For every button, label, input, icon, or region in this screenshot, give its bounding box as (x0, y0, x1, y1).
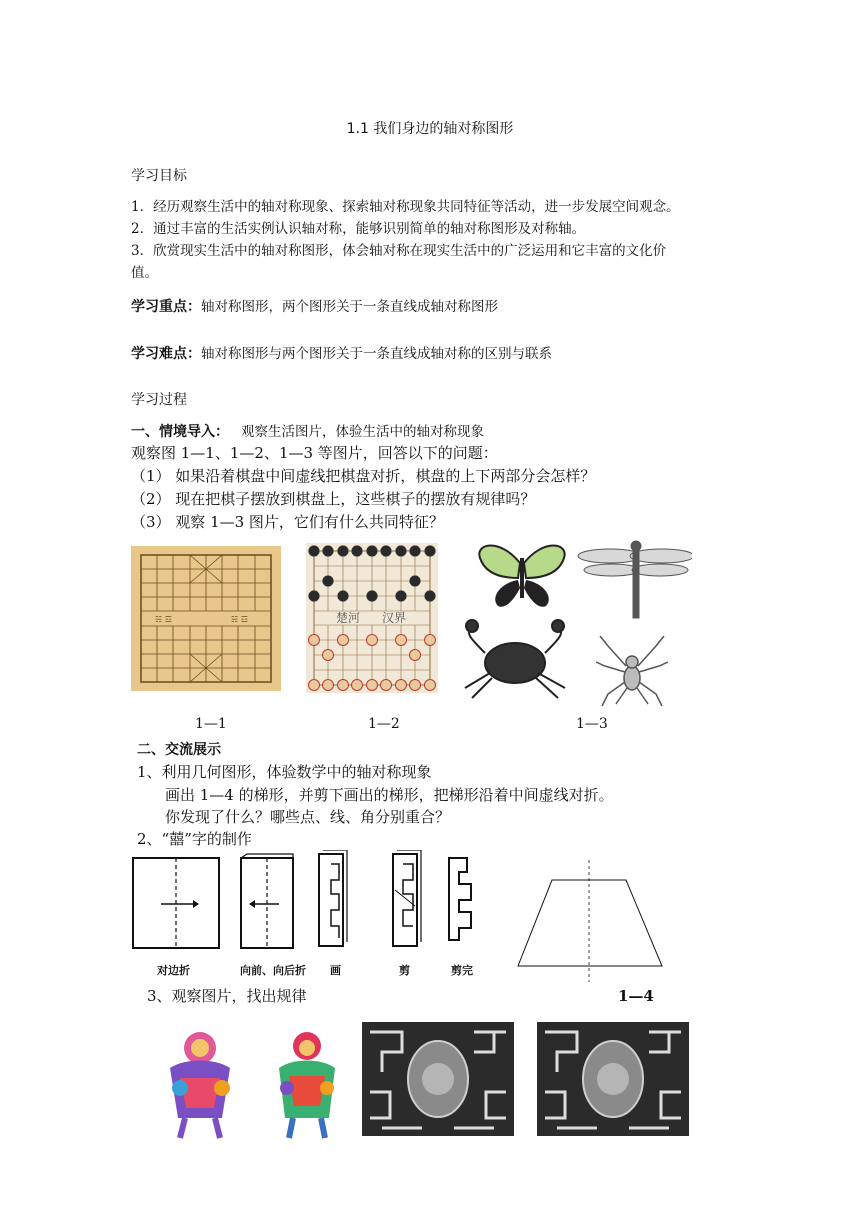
difficulty-label: 学习难点： (131, 346, 201, 362)
difficulty-point (131, 343, 552, 365)
section-2-heading: 二、交流展示 (137, 742, 221, 758)
caption-fig-1-4: 1—4 (618, 987, 654, 1005)
key-point (131, 296, 498, 318)
board-text-chuhe: 楚河 (336, 611, 361, 625)
chessboard-image (131, 546, 281, 691)
window-lattice-left-image (362, 1022, 514, 1136)
goals-heading: 学习目标 (131, 168, 187, 184)
butterfly-icon (479, 546, 564, 607)
step-label-cut: 剪 (399, 964, 410, 977)
svg-text:☵ ☲: ☵ ☲ (155, 615, 172, 624)
window-lattice-right-image (537, 1022, 689, 1136)
key-text: 轴对称图形，两个图形关于一条直线成轴对称图形 (201, 299, 498, 315)
chessboard-with-pieces-image (306, 543, 438, 693)
step-label-fold-edge: 对边折 (157, 964, 190, 977)
board-text-hanjie: 汉界 (382, 611, 407, 625)
section-2-item-2: 2、“囍”字的制作 (137, 830, 252, 848)
key-label: 学习重点： (131, 299, 201, 315)
step-label-fold-front-back: 向前、向后折 (240, 964, 306, 977)
section-3-heading: 3、观察图片，找出规律 (147, 987, 307, 1005)
caption-fig-1-2: 1—2 (368, 716, 400, 732)
dragonfly-icon (578, 541, 692, 618)
goal-item-2: 2．通过丰富的生活实例认识轴对称，能够识别简单的轴对称图形及对称轴。 (131, 221, 586, 237)
goals-list (131, 196, 771, 284)
section-1-intro: 观察图 1—1、1—2、1—3 等图片，回答以下的问题： (131, 444, 498, 462)
door-god-right-image (265, 1018, 349, 1140)
caption-fig-1-3: 1—3 (576, 716, 608, 732)
paper-cutting-steps-image (131, 850, 501, 960)
section-2-item-1-question: 你发现了什么？哪些点、线、角分别重合？ (165, 808, 451, 826)
page-title: 1.1 我们身边的轴对称图形 (346, 121, 514, 137)
section-1-text: 观察生活图片，体验生活中的轴对称现象 (241, 424, 484, 440)
symmetric-animals-image (460, 538, 692, 710)
step-label-draw: 画 (330, 964, 341, 977)
crab-icon (465, 620, 565, 698)
section-2-item-1: 1、利用几何图形，体验数学中的轴对称现象 (137, 763, 432, 781)
question-2: （2） 现在把棋子摆放到棋盘上，这些棋子的摆放有规律吗？ (131, 490, 536, 508)
goal-item-1: 1．经历观察生活中的轴对称现象、探索轴对称现象共同特征等活动，进一步发展空间观念。 (131, 199, 680, 215)
trapezoid-figure (514, 858, 666, 984)
goal-item-3-cont: 值。 (131, 265, 158, 281)
question-1: （1） 如果沿着棋盘中间虚线把棋盘对折，棋盘的上下两部分会怎样？ (131, 467, 596, 485)
difficulty-text: 轴对称图形与两个图形关于一条直线成轴对称的区别与联系 (201, 346, 552, 362)
caption-fig-1-1: 1—1 (195, 716, 227, 732)
step-label-cut-done: 剪完 (451, 964, 473, 977)
question-3: （3） 观察 1—3 图片，它们有什么共同特征？ (131, 513, 444, 531)
section-2-item-1-instruction: 画出 1—4 的梯形，并剪下画出的梯形，把梯形沿着中间虚线对折。 (165, 786, 614, 804)
goal-item-3: 3．欣赏现实生活中的轴对称图形，体会轴对称在现实生活中的广泛运用和它丰富的文化价 (131, 243, 667, 259)
section-1-heading (131, 421, 484, 443)
svg-text:☵ ☲: ☵ ☲ (231, 615, 248, 624)
section-1-label: 一、情境导入： (131, 424, 229, 440)
process-heading: 学习过程 (131, 392, 187, 408)
spider-icon (596, 636, 668, 706)
door-god-left-image (150, 1018, 250, 1140)
